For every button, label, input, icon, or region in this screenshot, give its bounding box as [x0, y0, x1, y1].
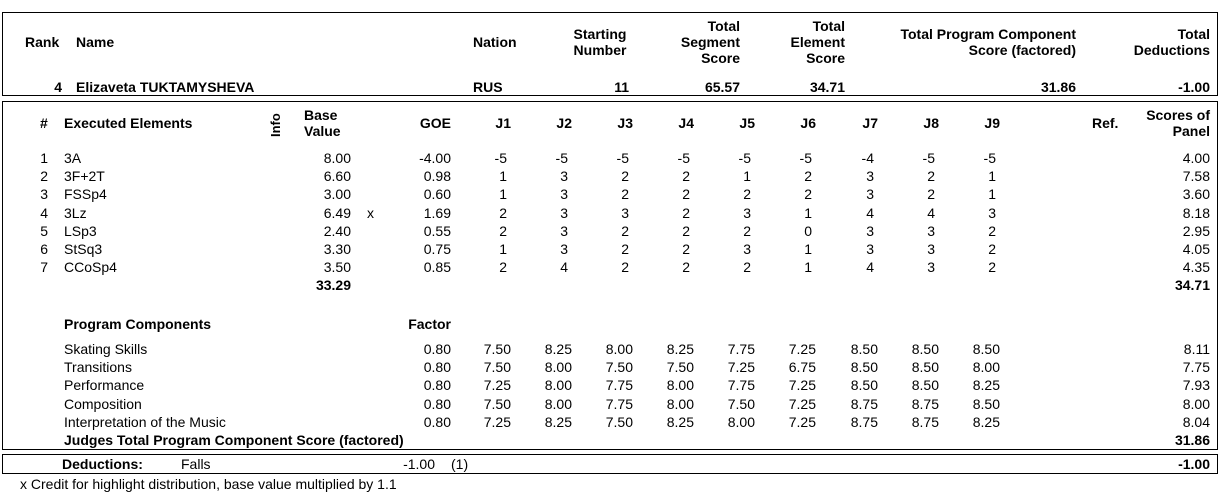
el-col-goe: GOE [419, 115, 451, 131]
element-judge-score: 2 [682, 241, 690, 257]
component-judge-score: 8.00 [727, 413, 755, 430]
component-judge-score: 8.00 [544, 377, 572, 394]
element-judge-score: 1 [988, 168, 996, 185]
element-judge-score: 1 [804, 241, 812, 257]
judge-header-8: J8 [923, 115, 939, 131]
element-judge-score: 2 [682, 222, 690, 239]
el-col-ref: Ref. [1092, 115, 1119, 131]
element-judge-score: 4 [866, 259, 874, 276]
skater-deductions: -1.00 [1178, 79, 1210, 95]
element-judge-score: 2 [804, 168, 812, 185]
judge-header-7: J7 [862, 115, 878, 131]
component-judge-score: 7.75 [727, 341, 755, 357]
element-name: StSq3 [64, 241, 103, 257]
col-start: Starting Number [573, 26, 627, 58]
element-judge-score: 1 [499, 186, 507, 203]
element-judge-score: 2 [927, 186, 935, 203]
component-name: Transitions [64, 359, 132, 376]
element-judge-score: -5 [616, 150, 629, 166]
component-judge-score: 7.25 [788, 395, 816, 412]
element-number: 6 [40, 241, 48, 257]
element-judge-score: 2 [499, 204, 507, 221]
skater-nation: RUS [473, 79, 503, 95]
element-judge-score: 2 [804, 186, 812, 203]
element-number: 5 [40, 222, 48, 239]
element-judge-score: 0 [804, 222, 812, 239]
element-judge-score: -5 [677, 150, 690, 166]
element-base-value: 6.49 [323, 204, 351, 221]
element-judge-score: 2 [743, 186, 751, 203]
component-panel-score: 8.00 [1182, 395, 1210, 412]
element-bonus-mark: x [367, 204, 374, 221]
component-judge-score: 8.25 [544, 413, 572, 430]
col-name: Name [76, 34, 115, 50]
component-name: Interpretation of the Music [64, 413, 226, 430]
component-judge-score: 7.25 [483, 413, 511, 430]
element-judge-score: 1 [499, 168, 507, 185]
element-judge-score: 2 [621, 168, 629, 185]
element-judge-score: 2 [682, 186, 690, 203]
elements-score-total: 34.71 [1174, 277, 1210, 293]
component-judge-score: 8.25 [666, 413, 694, 430]
element-judge-score: 3 [927, 241, 935, 257]
col-rank: Rank [25, 34, 60, 50]
components-total-label: Judges Total Program Component Score (factored) [64, 432, 404, 448]
el-col-name: Executed Elements [64, 115, 193, 131]
element-judge-score: 1 [804, 259, 812, 276]
element-judge-score: 3 [743, 204, 751, 221]
component-name: Performance [64, 377, 145, 394]
element-panel-score: 4.05 [1182, 241, 1210, 257]
element-name: FSSp4 [64, 186, 107, 203]
element-judge-score: 1 [499, 241, 507, 257]
element-judge-score: 3 [743, 241, 751, 257]
judge-header-3: J3 [617, 115, 633, 131]
element-number: 7 [40, 259, 48, 276]
element-panel-score: 4.35 [1182, 259, 1210, 276]
skater-pcs: 31.86 [1040, 79, 1076, 95]
component-judge-score: 7.25 [727, 359, 755, 376]
element-judge-score: 1 [804, 204, 812, 221]
element-judge-score: 4 [866, 204, 874, 221]
component-factor: 0.80 [423, 359, 451, 376]
element-base-value: 2.40 [323, 222, 351, 239]
el-col-base: Base Value [304, 107, 341, 139]
element-judge-score: -5 [555, 150, 568, 166]
component-panel-score: 7.75 [1182, 359, 1210, 376]
element-judge-score: 2 [988, 259, 996, 276]
element-goe: 1.69 [423, 204, 451, 221]
component-judge-score: 8.25 [544, 341, 572, 357]
component-judge-score: 8.00 [544, 395, 572, 412]
el-col-info: Info [268, 113, 283, 137]
component-judge-score: 6.75 [788, 359, 816, 376]
element-panel-score: 2.95 [1182, 222, 1210, 239]
element-judge-score: 3 [988, 204, 996, 221]
component-judge-score: 8.75 [850, 395, 878, 412]
element-base-value: 3.00 [323, 186, 351, 203]
component-judge-score: 8.75 [911, 395, 939, 412]
component-judge-score: 8.25 [666, 341, 694, 357]
skater-tss: 65.57 [704, 79, 740, 95]
element-judge-score: 3 [927, 259, 935, 276]
element-judge-score: 2 [621, 241, 629, 257]
elements-base-total: 33.29 [315, 277, 351, 293]
element-judge-score: 4 [927, 204, 935, 221]
components-total-score: 31.86 [1174, 432, 1210, 448]
component-judge-score: 7.25 [788, 377, 816, 394]
element-judge-score: 3 [560, 241, 568, 257]
component-judge-score: 8.25 [972, 377, 1000, 394]
component-judge-score: 8.50 [850, 377, 878, 394]
judge-header-1: J1 [495, 115, 511, 131]
component-factor: 0.80 [423, 413, 451, 430]
element-judge-score: -5 [494, 150, 507, 166]
element-judge-score: 1 [743, 168, 751, 185]
element-judge-score: 3 [866, 241, 874, 257]
col-ded: Total Deductions [1133, 26, 1210, 58]
el-col-num: # [40, 115, 48, 131]
element-judge-score: 2 [499, 222, 507, 239]
component-judge-score: 7.75 [727, 377, 755, 394]
component-panel-score: 7.93 [1182, 377, 1210, 394]
judge-header-4: J4 [678, 115, 694, 131]
element-judge-score: 2 [682, 168, 690, 185]
element-base-value: 8.00 [323, 150, 351, 166]
component-judge-score: 7.25 [788, 413, 816, 430]
element-name: 3F+2T [64, 168, 105, 185]
deductions-value: -1.00 [403, 456, 435, 472]
component-judge-score: 7.50 [605, 413, 633, 430]
deductions-count: (1) [451, 456, 469, 472]
col-tss: Total Segment Score [680, 18, 740, 66]
component-judge-score: 8.00 [666, 377, 694, 394]
deductions-total: -1.00 [1178, 456, 1210, 472]
element-judge-score: 2 [682, 259, 690, 276]
component-factor: 0.80 [423, 377, 451, 394]
deductions-type: Falls [181, 456, 211, 472]
component-judge-score: 8.50 [850, 359, 878, 376]
components-factor-header: Factor [408, 316, 451, 332]
element-judge-score: -5 [799, 150, 812, 166]
element-name: CCoSp4 [64, 259, 117, 276]
element-judge-score: 2 [988, 241, 996, 257]
element-judge-score: 2 [927, 168, 935, 185]
element-judge-score: -4 [861, 150, 874, 166]
element-goe: 0.55 [423, 222, 451, 239]
component-judge-score: 7.50 [483, 341, 511, 357]
element-judge-score: 2 [621, 259, 629, 276]
deductions-label: Deductions: [62, 456, 143, 472]
skater-start-number: 11 [614, 79, 629, 95]
judge-header-9: J9 [984, 115, 1000, 131]
element-judge-score: 2 [682, 204, 690, 221]
element-judge-score: 3 [560, 222, 568, 239]
component-judge-score: 8.00 [544, 359, 572, 376]
element-judge-score: 2 [743, 259, 751, 276]
el-col-panel: Scores of Panel [1146, 107, 1210, 139]
component-factor: 0.80 [423, 395, 451, 412]
element-base-value: 3.50 [323, 259, 351, 276]
component-judge-score: 7.50 [727, 395, 755, 412]
element-name: LSp3 [64, 222, 97, 239]
skater-tes: 34.71 [809, 79, 845, 95]
element-judge-score: 4 [560, 259, 568, 276]
element-goe: 0.75 [423, 241, 451, 257]
component-judge-score: 7.25 [788, 341, 816, 357]
element-judge-score: 3 [866, 168, 874, 185]
component-judge-score: 8.00 [666, 395, 694, 412]
footnote: x Credit for highlight distribution, base value multiplied by 1.1 [20, 476, 397, 492]
element-number: 4 [40, 204, 48, 221]
element-judge-score: 2 [743, 222, 751, 239]
judge-header-6: J6 [800, 115, 816, 131]
element-goe: 0.60 [423, 186, 451, 203]
element-judge-score: 3 [560, 204, 568, 221]
component-name: Skating Skills [64, 341, 148, 357]
element-judge-score: 3 [560, 186, 568, 203]
component-name: Composition [64, 395, 142, 412]
element-name: 3Lz [64, 204, 87, 221]
element-panel-score: 4.00 [1182, 150, 1210, 166]
component-judge-score: 8.00 [972, 359, 1000, 376]
component-judge-score: 8.00 [605, 341, 633, 357]
skater-name: Elizaveta TUKTAMYSHEVA [76, 79, 255, 95]
element-goe: 0.98 [423, 168, 451, 185]
components-title: Program Components [64, 316, 212, 332]
element-number: 1 [40, 150, 48, 166]
element-panel-score: 7.58 [1182, 168, 1210, 185]
col-pcs: Total Program Component Score (factored) [900, 26, 1076, 58]
component-judge-score: 8.50 [911, 341, 939, 357]
element-judge-score: 3 [866, 222, 874, 239]
component-judge-score: 7.50 [483, 359, 511, 376]
element-judge-score: 2 [621, 222, 629, 239]
component-judge-score: 7.25 [483, 377, 511, 394]
component-factor: 0.80 [423, 341, 451, 357]
judge-header-5: J5 [739, 115, 755, 131]
component-judge-score: 8.50 [972, 341, 1000, 357]
element-judge-score: 1 [988, 186, 996, 203]
component-judge-score: 7.75 [605, 395, 633, 412]
element-judge-score: 2 [499, 259, 507, 276]
component-judge-score: 8.75 [911, 413, 939, 430]
skater-rank: 4 [54, 79, 62, 95]
component-judge-score: 8.50 [850, 341, 878, 357]
element-judge-score: 2 [988, 222, 996, 239]
component-panel-score: 8.11 [1183, 341, 1210, 357]
component-judge-score: 8.75 [850, 413, 878, 430]
component-judge-score: 7.50 [483, 395, 511, 412]
element-judge-score: 3 [866, 186, 874, 203]
component-judge-score: 8.50 [911, 377, 939, 394]
element-name: 3A [64, 150, 82, 166]
judge-header-2: J2 [556, 115, 572, 131]
col-nation: Nation [473, 34, 517, 50]
element-panel-score: 3.60 [1182, 186, 1210, 203]
component-judge-score: 8.50 [972, 395, 1000, 412]
element-judge-score: -5 [922, 150, 935, 166]
component-judge-score: 8.25 [972, 413, 1000, 430]
element-panel-score: 8.18 [1182, 204, 1210, 221]
element-judge-score: 3 [560, 168, 568, 185]
element-number: 3 [40, 186, 48, 203]
element-goe: -4.00 [419, 150, 451, 166]
element-judge-score: 2 [621, 186, 629, 203]
element-judge-score: 3 [621, 204, 629, 221]
element-goe: 0.85 [423, 259, 451, 276]
component-judge-score: 7.50 [605, 359, 633, 376]
component-judge-score: 7.50 [666, 359, 694, 376]
element-number: 2 [40, 168, 48, 185]
element-judge-score: 3 [927, 222, 935, 239]
element-base-value: 3.30 [323, 241, 351, 257]
component-panel-score: 8.04 [1182, 413, 1210, 430]
element-judge-score: -5 [738, 150, 751, 166]
element-judge-score: -5 [983, 150, 996, 166]
col-tes: Total Element Score [790, 18, 845, 66]
element-base-value: 6.60 [323, 168, 351, 185]
component-judge-score: 8.50 [911, 359, 939, 376]
component-judge-score: 7.75 [605, 377, 633, 394]
